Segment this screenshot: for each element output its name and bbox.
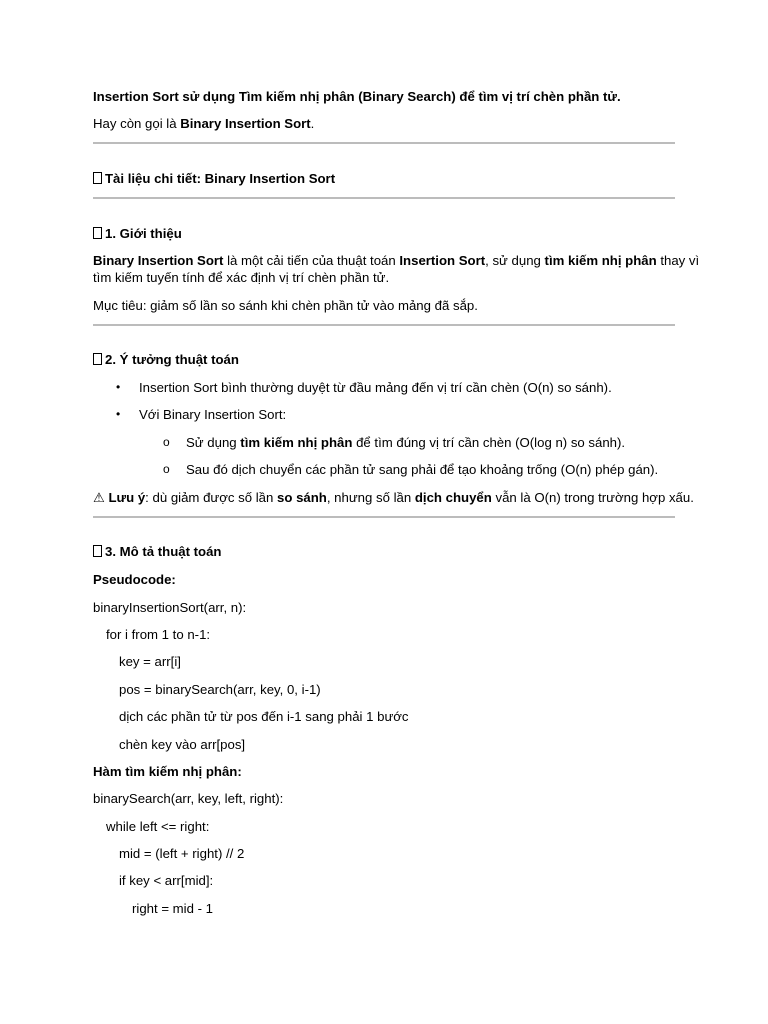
text-run: để tìm đúng vị trí cần chèn (O(log n) so sánh). [352,435,626,450]
bullet-item-2: Với Binary Insertion Sort: [139,407,287,422]
text-run: là một cải tiến của thuật toán [223,253,400,268]
pseudocode-label: Pseudocode: [93,572,176,587]
code-line: binaryInsertionSort(arr, n): [93,600,247,615]
text-run: dịch chuyển [414,490,492,505]
section-2-heading: 2. Ý tưởng thuật toán [93,351,239,368]
bullet-dot: • [116,407,121,421]
code-line: chèn key vào arr[pos] [119,737,246,752]
intro-title: Insertion Sort sử dụng Tìm kiếm nhị phân (Binary Search) để tìm vị trí chèn phần tử. [93,89,621,104]
code-line: pos = binarySearch(arr, key, 0, i-1) [119,682,321,697]
gear-emoji-icon [93,545,102,557]
text-run: Sử dụng [186,435,241,450]
section-3-heading: 3. Mô tả thuật toán [93,543,222,560]
divider [93,324,675,326]
code-line: mid = (left + right) // 2 [119,846,245,861]
binary-search-label: Hàm tìm kiếm nhị phân: [93,764,242,779]
pin-emoji-icon [93,227,102,239]
text-run: ⚠ [93,490,109,505]
divider [93,142,675,144]
bullet-dot: • [116,380,121,394]
text-run: Insertion Sort [399,253,486,268]
text-run: Lưu ý [108,490,146,505]
document-emoji-icon [93,172,102,184]
text-run: , nhưng số lần [326,490,415,505]
text-run: thay vì [656,253,700,268]
note-line [93,489,694,506]
text-run: so sánh [277,490,327,505]
code-line: if key < arr[mid]: [119,873,214,888]
code-line: key = arr[i] [119,654,181,669]
divider [93,516,675,518]
sub-bullet-item-1 [186,434,625,451]
code-line: for i from 1 to n-1: [106,627,211,642]
text-run: : dù giảm được số lần [145,490,278,505]
text-run: tìm kiếm nhị phân [544,253,657,268]
bulb-emoji-icon [93,353,102,365]
section-1-paragraph [93,252,699,269]
sub-bullet-item-2: Sau đó dịch chuyển các phần tử sang phải để tạo khoảng trống (O(n) phép gán). [186,462,659,477]
sub-bullet-mark: o [163,462,170,476]
code-line: while left <= right: [106,819,210,834]
text-run: , sử dụng [485,253,545,268]
text-run: tìm kiếm nhị phân [240,435,353,450]
code-line: right = mid - 1 [132,901,213,916]
bullet-item-1: Insertion Sort bình thường duyệt từ đầu mảng đến vị trí cần chèn (O(n) so sánh). [139,380,612,395]
code-line: binarySearch(arr, key, left, right): [93,791,284,806]
code-line: dịch các phần tử từ pos đến i-1 sang phải 1 bước [119,709,409,724]
text-run: vẫn là O(n) trong trường hợp xấu. [491,490,694,505]
divider [93,197,675,199]
section-1-goal: Mục tiêu: giảm số lần so sánh khi chèn phần tử vào mảng đã sắp. [93,298,478,313]
doc-heading: Tài liệu chi tiết: Binary Insertion Sort [93,170,335,187]
sub-bullet-mark: o [163,435,170,449]
text-run: Binary Insertion Sort [93,253,224,268]
section-1-heading: 1. Giới thiệu [93,225,182,242]
intro-aka: Hay còn gọi là Binary Insertion Sort. [93,116,315,131]
section-1-paragraph-line2: tìm kiếm tuyến tính để xác định vị trí chèn phần tử. [93,270,390,285]
